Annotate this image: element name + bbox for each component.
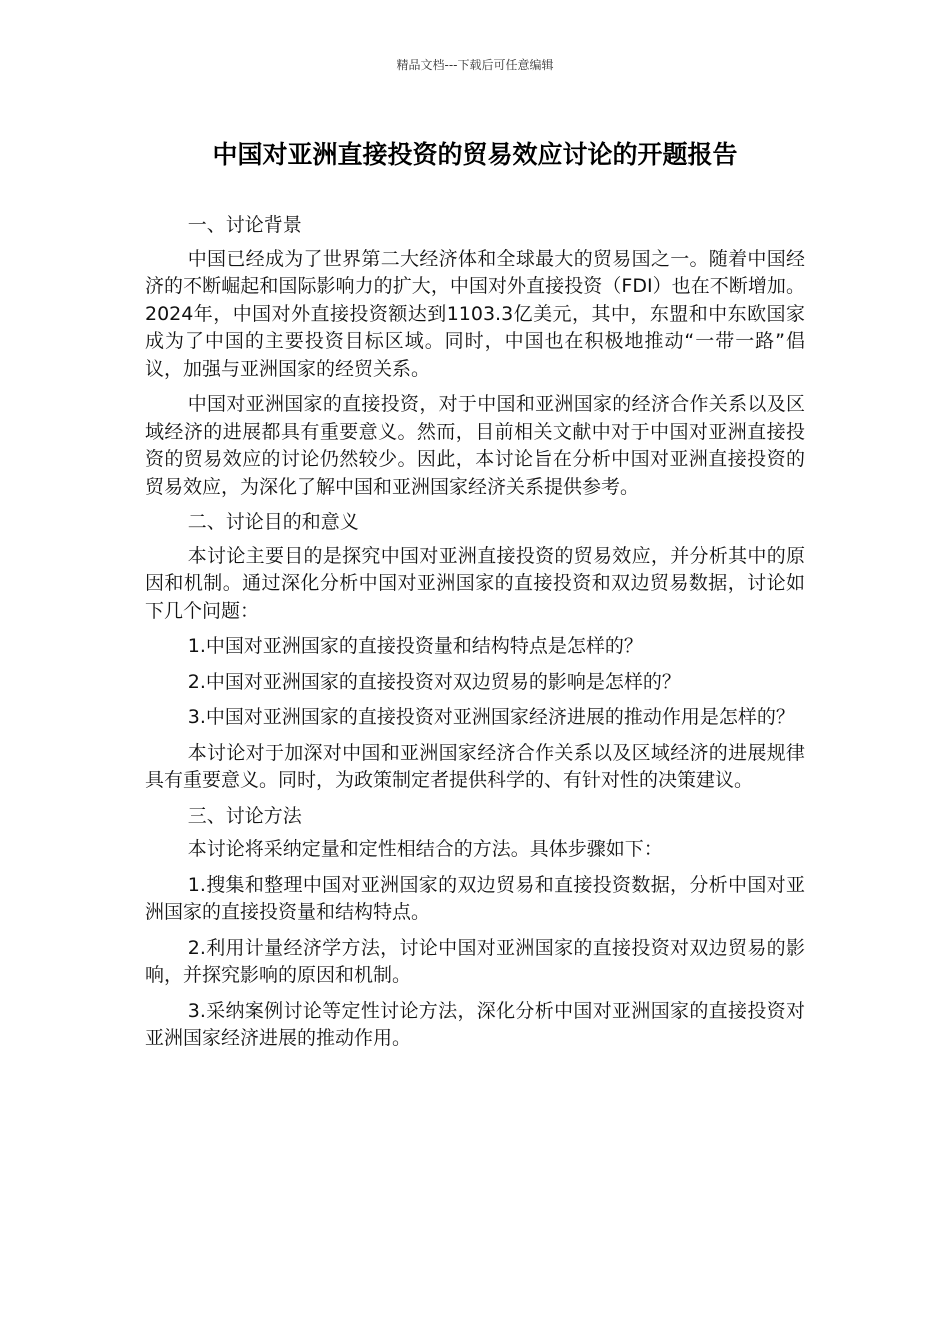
method-step: 2.利用计量经济学方法，讨论中国对亚洲国家的直接投资对双边贸易的影响，并探究影响的原因和机制。	[145, 936, 805, 986]
paragraph: 本讨论主要目的是探究中国对亚洲直接投资的贸易效应，并分析其中的原因和机制。通过深化分析中国对亚洲国家的直接投资和双边贸易数据，讨论如下几个问题：	[145, 544, 805, 622]
section-heading-background: 一、讨论背景	[187, 214, 302, 236]
page-header: 精品文档---下载后可任意编辑	[396, 58, 554, 72]
method-step: 3.采纳案例讨论等定性讨论方法，深化分析中国对亚洲国家的直接投资对亚洲国家经济进展的推动作用。	[145, 999, 805, 1049]
question-item: 2.中国对亚洲国家的直接投资对双边贸易的影响是怎样的？	[187, 670, 681, 693]
section-heading-methods: 三、讨论方法	[187, 804, 302, 827]
document-body	[145, 212, 805, 1061]
paragraph: 本讨论对于加深对中国和亚洲国家经济合作关系以及区域经济的进展规律具有重要意义。同时，为政策制定者提供科学的、有针对性的决策建议。	[145, 741, 805, 791]
question-item: 1.中国对亚洲国家的直接投资量和结构特点是怎样的？	[187, 635, 643, 657]
paragraph: 中国对亚洲国家的直接投资，对于中国和亚洲国家的经济合作关系以及区域经济的进展都具有重要意义。然而，目前相关文献中对于中国对亚洲直接投资的贸易效应的讨论仍然较少。因此，本讨论旨在分析中国对亚洲直接投资的贸易效应，为深化了解中国和亚洲国家经济关系提供参考。	[145, 393, 805, 498]
section-heading-purpose: 二、讨论目的和意义	[187, 511, 359, 533]
paragraph: 中国已经成为了世界第二大经济体和全球最大的贸易国之一。随着中国经济的不断崛起和国际影响力的扩大，中国对外直接投资（FDI）也在不断增加。2024年，中国对外直接投资额达到1103.3亿美元，其中，东盟和中东欧国家成为了中国的主要投资目标区域。同时，中国也在积极地推动“一带一路”倡议，加强与亚洲国家的经贸关系。	[145, 247, 805, 380]
paragraph: 本讨论将采纳定量和定性相结合的方法。具体步骤如下：	[187, 838, 663, 860]
document-title: 中国对亚洲直接投资的贸易效应讨论的开题报告	[212, 140, 738, 169]
method-step: 1.搜集和整理中国对亚洲国家的双边贸易和直接投资数据，分析中国对亚洲国家的直接投资量和结构特点。	[145, 873, 805, 923]
question-item: 3.中国对亚洲国家的直接投资对亚洲国家经济进展的推动作用是怎样的？	[187, 706, 795, 728]
